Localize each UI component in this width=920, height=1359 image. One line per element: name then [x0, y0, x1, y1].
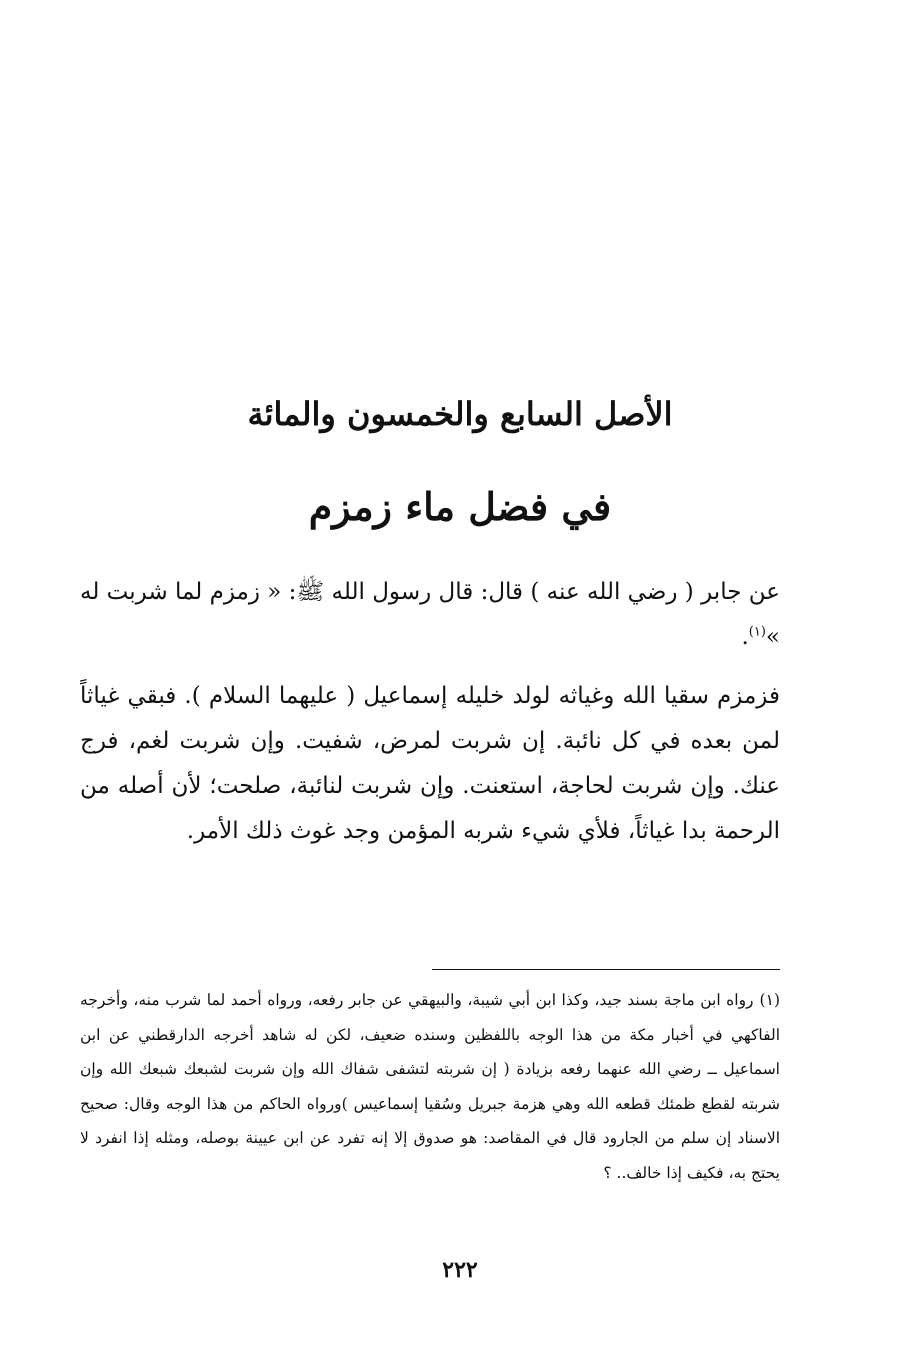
- hadith-text: عن جابر ( رضي الله عنه ) قال: قال رسول الله ﷺ: « زمزم لما شربت له »: [80, 579, 780, 650]
- footnote-divider: [432, 969, 780, 970]
- hadith-paragraph: [80, 570, 780, 660]
- commentary-paragraph: فزمزم سقيا الله وغياثه لولد خليله إسماعيل ( عليهما السلام ). فبقي غياثاً لمن بعده في كل نائبة. إن شربت لمرض، شفيت. وإن شربت لغم، فرج عنك. وإن شربت لحاجة، استعنت. وإن شربت لنائبة، صلحت؛ لأن أصله من الرحمة بدا غياثاً، فلأي شيء شربه المؤمن وجد غوث ذلك الأمر.: [80, 683, 780, 844]
- chapter-title: الأصل السابع والخمسون والمائة: [247, 395, 673, 433]
- page-number: ٢٢٢: [442, 1257, 478, 1283]
- footnote-marker: (١): [759, 991, 780, 1009]
- footnote-text: رواه ابن ماجة بسند جيد، وكذا ابن أبي شيبة، والبيهقي عن جابر رفعه، ورواه أحمد لما شرب منه، وأخرجه الفاكهي في أخبار مكة من هذا الوجه باللفظين وسنده ضعيف، لكن له شاهد أخرجه الدارقطني عن ابن اسماعيل ــ رضي الله عنهما رفعه بزيادة ( إن شربته لتشفى شفاك الله وإن شربت لشبعك شبعك الله وإن شربته لقطع ظمئك قطعه الله وهي هزمة جبريل وسُقيا إسماعيس )ورواه الحاكم من هذا الوجه وقال: صحيح الاسناد إن سلم من الجارود قال في المقاصد: هو صدوق إلا إنه تفرد عن ابن عيينة بوصله، ومثله إذا انفرد لا يحتج به، فكيف إذا خالف.. ؟: [80, 991, 780, 1182]
- hadith-end-punctuation: .: [741, 624, 749, 650]
- chapter-subtitle: في فضل ماء زمزم: [308, 484, 612, 529]
- footnote-reference[interactable]: (١): [748, 624, 766, 640]
- footnote: [80, 983, 780, 1190]
